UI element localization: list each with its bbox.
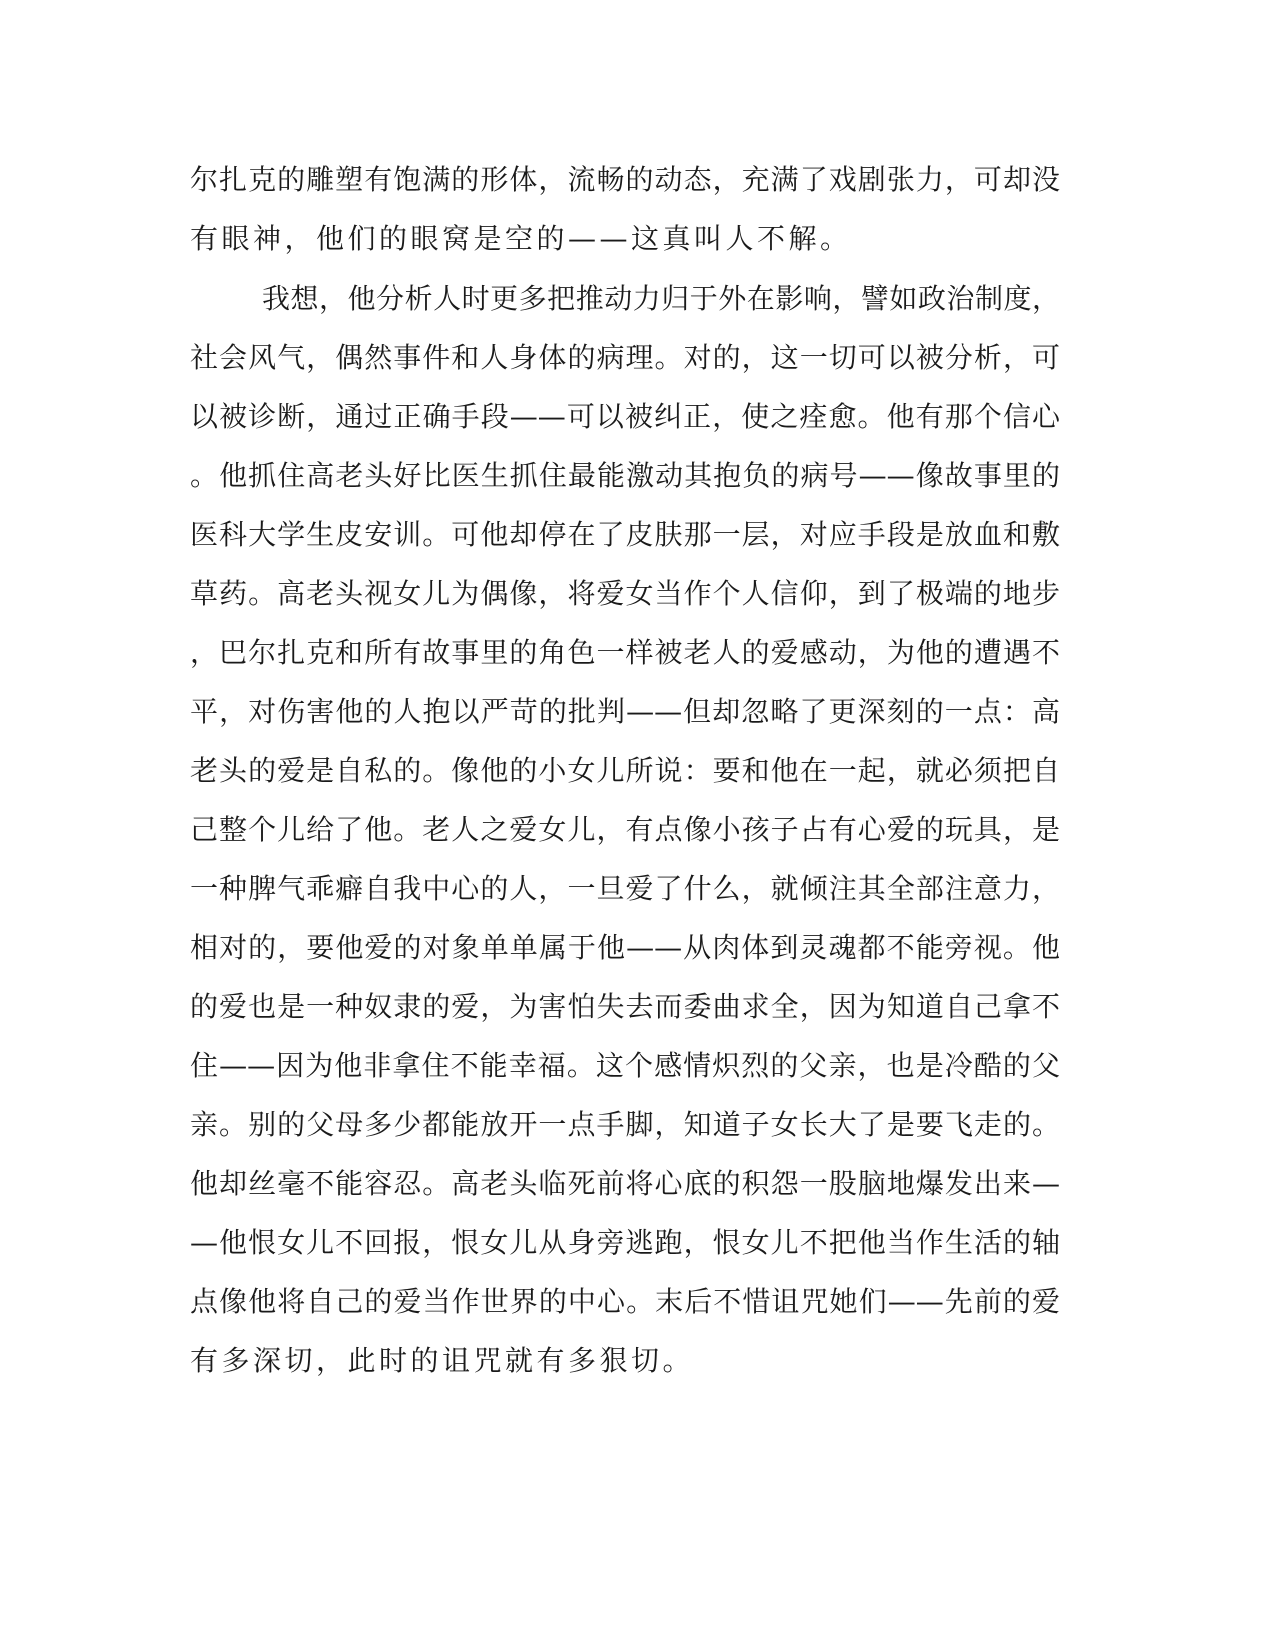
text-line: 住——因为他非拿住不能幸福。这个感情炽烈的父亲，也是冷酷的父 (190, 1049, 1060, 1082)
text-line: 他却丝毫不能容忍。高老头临死前将心底的积怨一股脑地爆发出来— (190, 1167, 1060, 1200)
text-line: 草药。高老头视女儿为偶像，将爱女当作个人信仰，到了极端的地步 (190, 577, 1060, 610)
text-line: 的爱也是一种奴隶的爱，为害怕失去而委曲求全，因为知道自己拿不 (190, 990, 1060, 1023)
text-line: 亲。别的父母多少都能放开一点手脚，知道子女长大了是要飞走的。 (190, 1108, 1060, 1141)
text-line: 以被诊断，通过正确手段——可以被纠正，使之痊愈。他有那个信心 (190, 400, 1060, 433)
text-line: 一种脾气乖癖自我中心的人，一旦爱了什么，就倾注其全部注意力， (190, 872, 1060, 905)
text-line: 。他抓住高老头好比医生抓住最能激动其抱负的病号——像故事里的 (190, 459, 1060, 492)
text-line: 点像他将自己的爱当作世界的中心。末后不惜诅咒她们——先前的爱 (190, 1285, 1060, 1318)
text-line: 相对的，要他爱的对象单单属于他——从肉体到灵魂都不能旁视。他 (190, 931, 1060, 964)
text-line: 尔扎克的雕塑有饱满的形体，流畅的动态，充满了戏剧张力，可却没 (190, 163, 1060, 196)
text-line: 医科大学生皮安训。可他却停在了皮肤那一层，对应手段是放血和敷 (190, 518, 1060, 551)
text-line: 老头的爱是自私的。像他的小女儿所说：要和他在一起，就必须把自 (190, 754, 1060, 787)
text-line: 平，对伤害他的人抱以严苛的批判——但却忽略了更深刻的一点：高 (190, 695, 1060, 728)
text-line: 己整个儿给了他。老人之爱女儿，有点像小孩子占有心爱的玩具，是 (190, 813, 1060, 846)
text-line: 我想，他分析人时更多把推动力归于外在影响，譬如政治制度， (262, 282, 1060, 315)
text-line: 社会风气，偶然事件和人身体的病理。对的，这一切可以被分析，可 (190, 341, 1060, 374)
text-line: 有眼神，他们的眼窝是空的——这真叫人不解。 (190, 222, 852, 255)
text-line: —他恨女儿不回报，恨女儿从身旁逃跑，恨女儿不把他当作生活的轴 (190, 1226, 1060, 1259)
text-line: ，巴尔扎克和所有故事里的角色一样被老人的爱感动，为他的遭遇不 (190, 636, 1060, 669)
text-line: 有多深切，此时的诅咒就有多狠切。 (190, 1344, 695, 1377)
